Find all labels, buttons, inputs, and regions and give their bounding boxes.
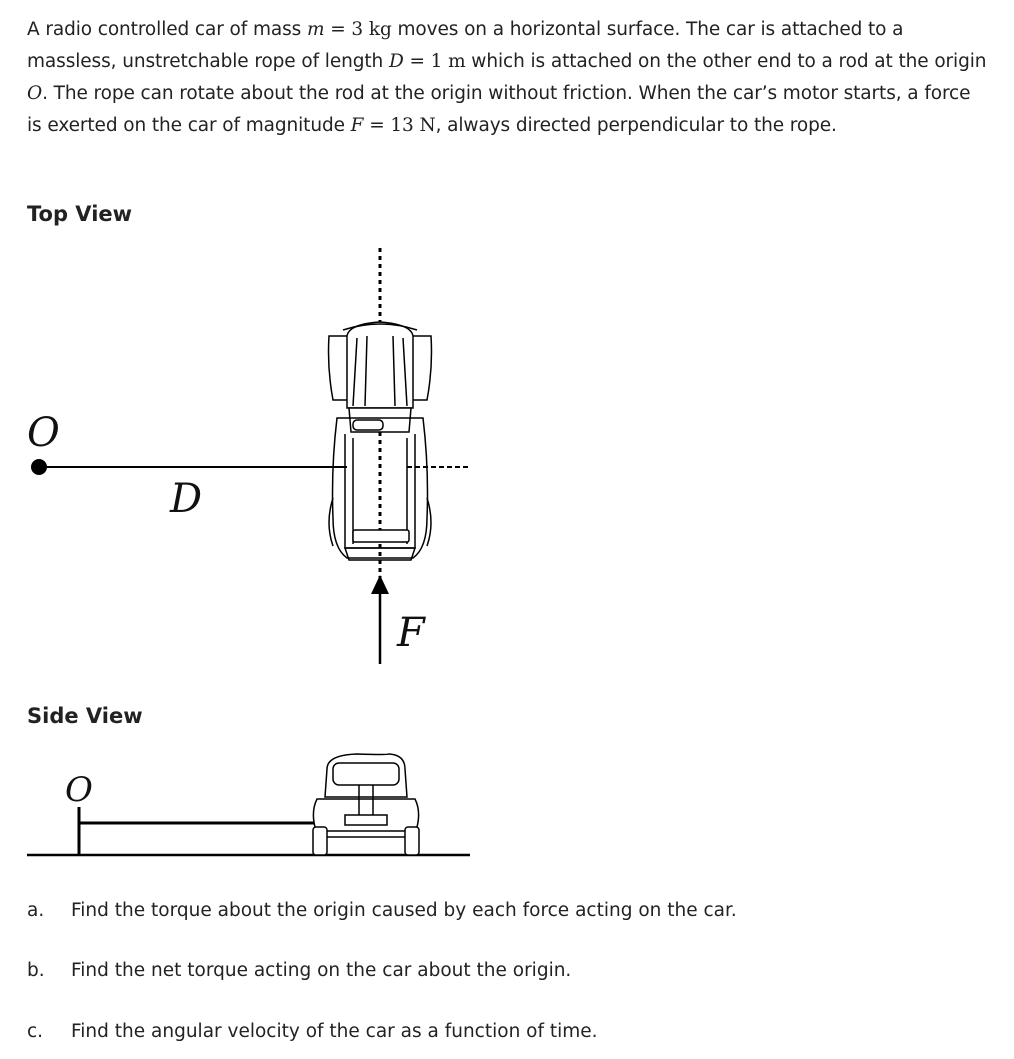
origin-symbol: O — [27, 83, 43, 104]
force-value: = 13 N — [363, 115, 436, 136]
origin-label: O — [27, 410, 60, 456]
mass-value: = 3 kg — [324, 19, 392, 40]
length-symbol: D — [388, 51, 404, 72]
mass-symbol: m — [306, 19, 325, 40]
question-a — [27, 900, 737, 921]
force-symbol: F — [350, 115, 364, 136]
length-value: = 1 m — [403, 51, 466, 72]
top-view-diagram — [27, 248, 470, 667]
top-view-heading: Top View — [27, 202, 133, 226]
question-text: Find the torque about the origin caused by each force acting on the car. — [71, 900, 737, 921]
question-b — [27, 960, 571, 981]
question-text: Find the angular velocity of the car as a function of time. — [71, 1021, 598, 1042]
side-view-heading: Side View — [27, 704, 143, 728]
side-view-diagram — [27, 751, 470, 861]
problem-text: moves on a horizontal surface. The car is attached to a massless, unstretchable rope of length — [27, 19, 904, 72]
question-label: a. — [27, 900, 45, 921]
length-label: D — [170, 476, 203, 522]
origin-dot — [31, 459, 47, 475]
side-origin-label: O — [65, 770, 93, 810]
problem-text: which is attached on the other end to a rod at the origin — [465, 51, 987, 72]
problem-statement — [27, 14, 987, 142]
problem-text: . The rope can rotate about the rod at the origin without friction. When the car’s motor starts, a force is exerted on the car of magnitude — [27, 83, 971, 136]
question-label: c. — [27, 1021, 44, 1042]
problem-text: A radio controlled car of mass — [27, 19, 307, 40]
question-label: b. — [27, 960, 45, 981]
force-label: F — [397, 610, 425, 656]
question-text: Find the net torque acting on the car about the origin. — [71, 960, 572, 981]
question-c — [27, 1021, 598, 1042]
problem-text: , always directed perpendicular to the rope. — [435, 115, 837, 136]
